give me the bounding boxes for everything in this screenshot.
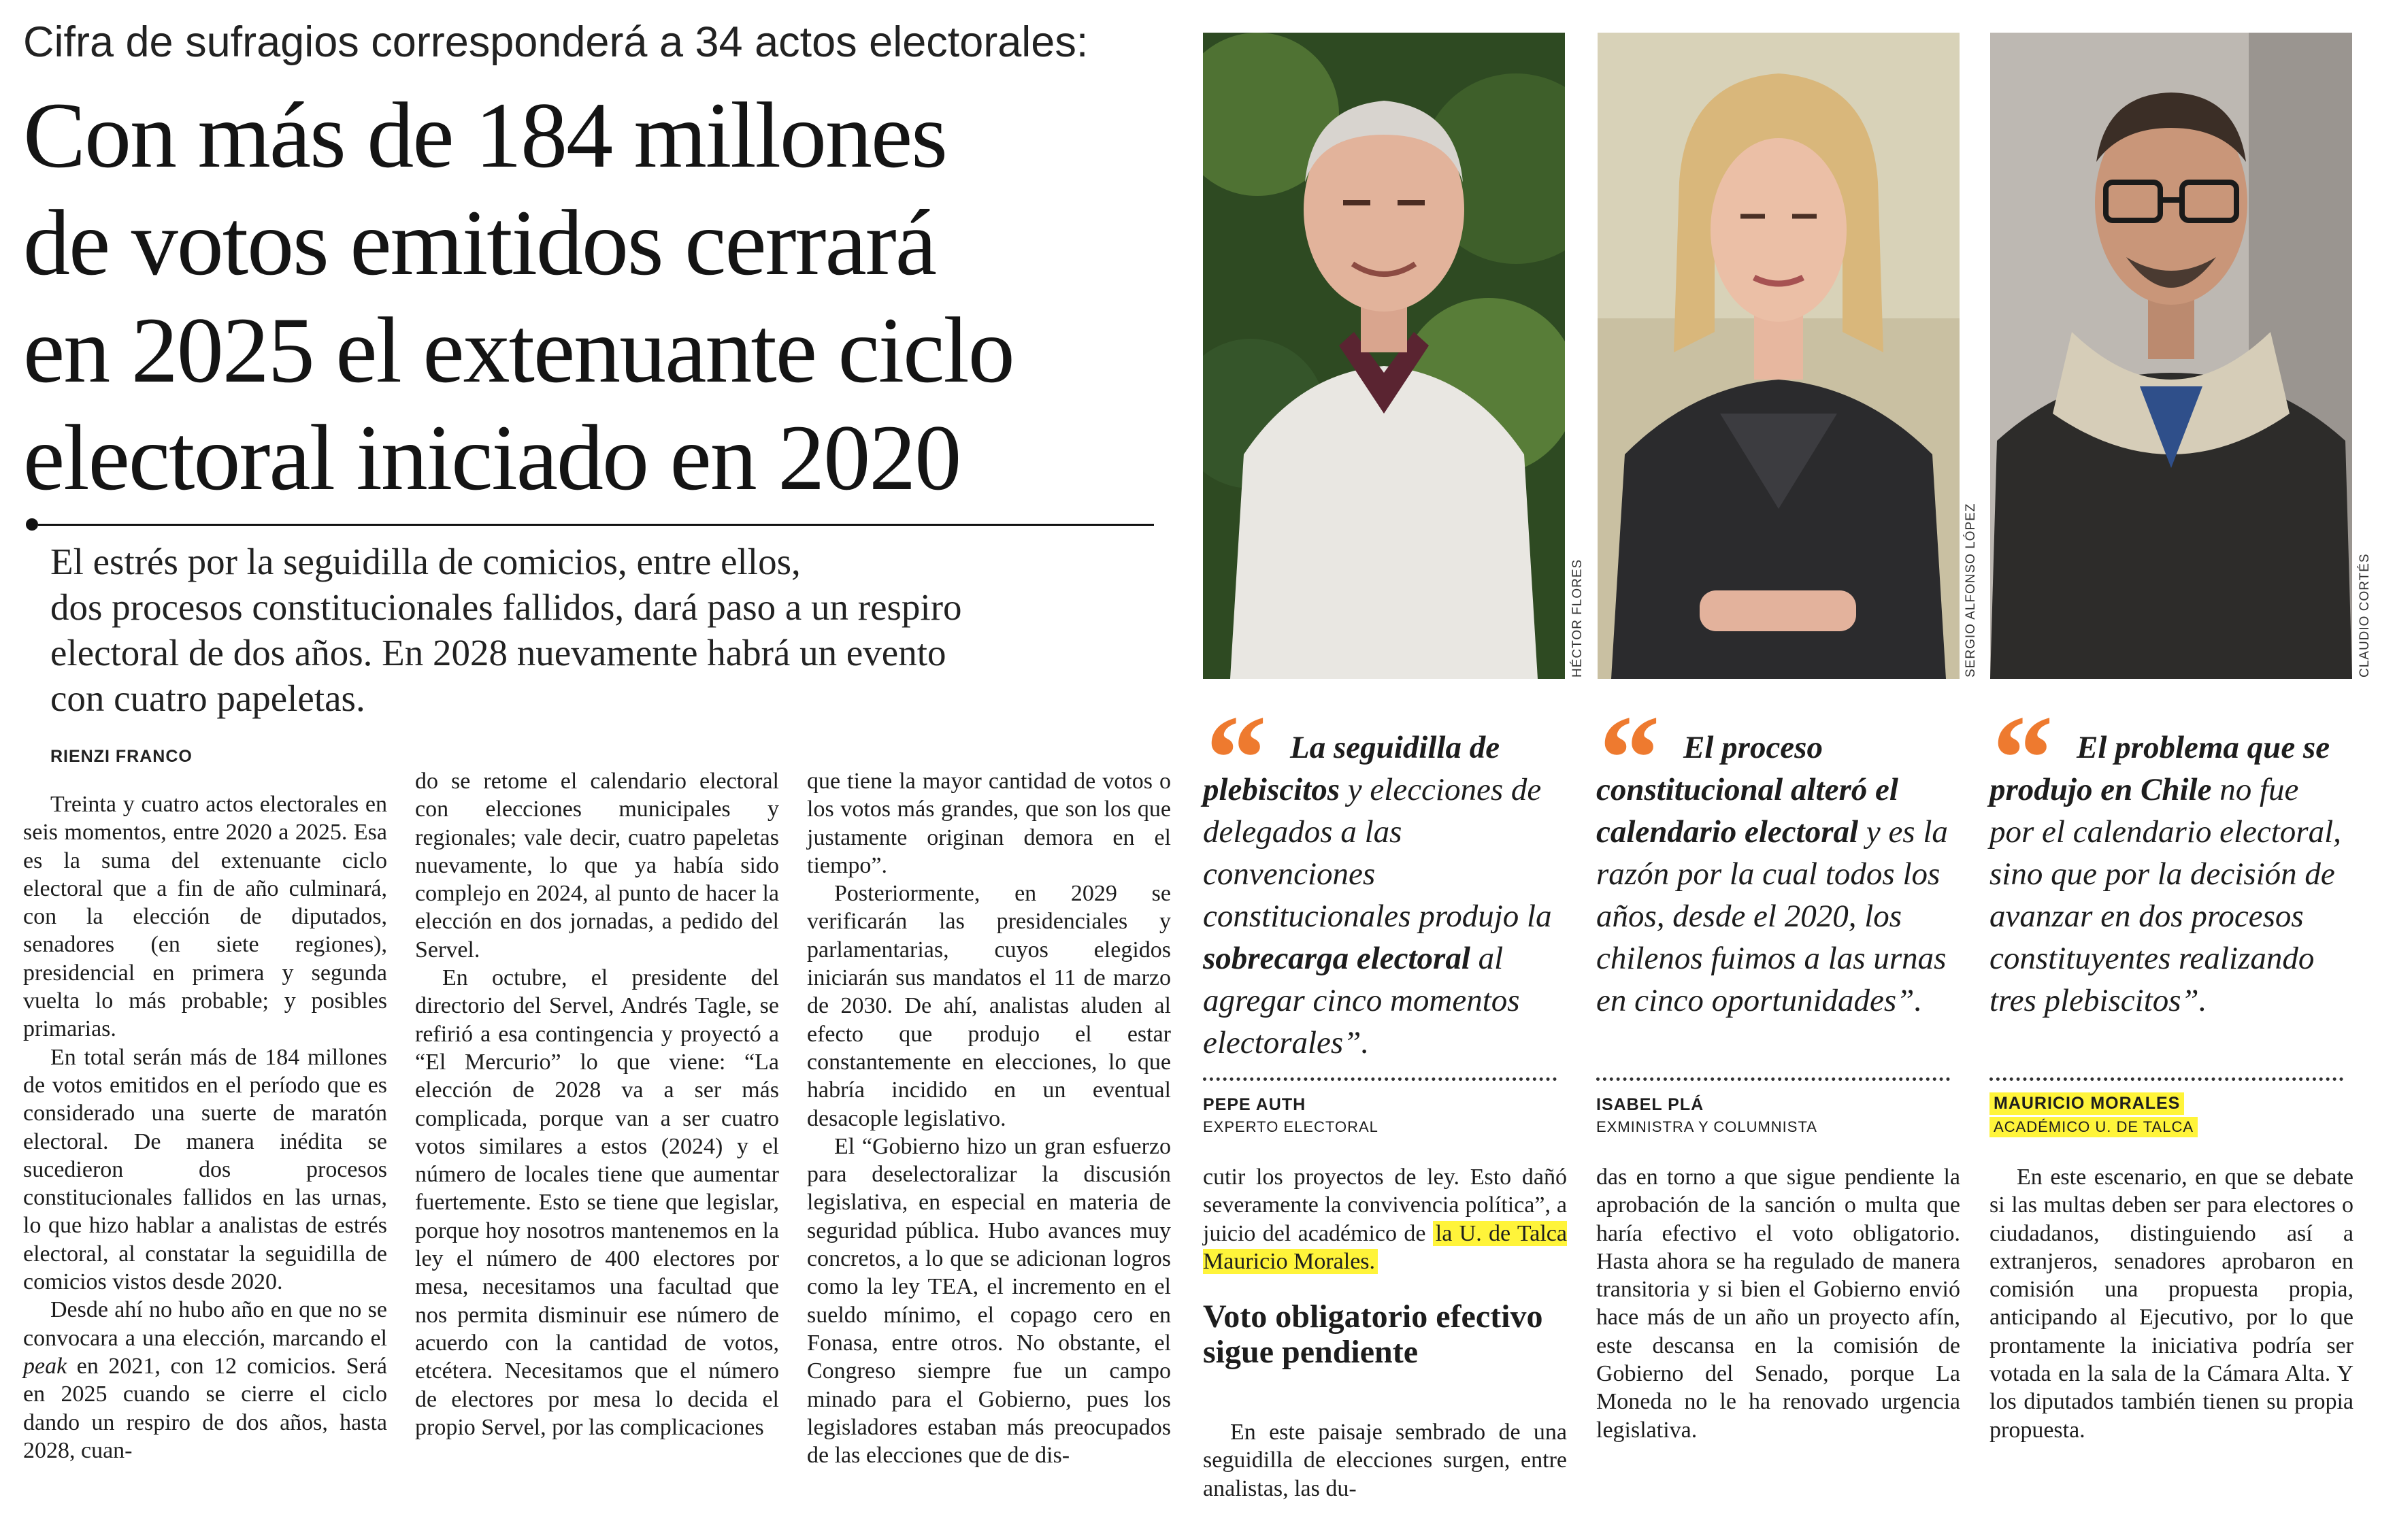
quote-text: y es la razón por la cual todos los años, desde el 2020, los chilenos fuimos a las urnas en cinco oportunidades”. — [1596, 814, 1948, 1018]
quote-bold: El problema que se produjo en Chile — [1989, 730, 2330, 807]
body-column-1 — [23, 790, 387, 1464]
text-run: en 2021, con 12 comicios. Será en 2025 cuando se cierre el ciclo dando un respiro de dos años, hasta 2028, cuan- — [23, 1353, 387, 1463]
deck-line: electoral de dos años. En 2028 nuevamente habrá un evento — [50, 632, 946, 673]
photo-credit: CLAUDIO CORTÉS — [2358, 553, 2372, 677]
source-role: EXMINISTRA Y COLUMNISTA — [1596, 1118, 1817, 1135]
body-column-4-continued — [1203, 1418, 1567, 1503]
dotted-divider — [1596, 1077, 1950, 1081]
body-column-6 — [1989, 1163, 2353, 1444]
portrait-illustration — [1598, 33, 1960, 679]
quote-text: no fue por el calendario electoral, sino que por la decisión de avanzar en dos procesos constituyentes realizando tres plebiscitos”. — [1989, 772, 2341, 1018]
photo-credit: HÉCTOR FLORES — [1570, 558, 1585, 677]
divider — [38, 524, 1154, 526]
body-column-2 — [415, 767, 779, 1441]
source-name: PEPE AUTH — [1203, 1095, 1306, 1114]
photo-credit: SERGIO ALFONSO LÓPEZ — [1964, 503, 1978, 677]
portrait-illustration — [1203, 33, 1565, 679]
photo-isabel-pla — [1598, 33, 1960, 679]
paragraph: do se retome el calendario electoral con elecciones municipales y regionales; vale decir, cuatro papeletas nuevamente, lo que ya había sido complejo en 2024, al punto de hacer la elección en dos jornadas, a pedido del Servel. — [415, 769, 779, 962]
paragraph — [1203, 1163, 1567, 1275]
pull-quote — [1989, 726, 2343, 1022]
quote-bold: El proceso constitucional alteró el calendario electoral — [1596, 730, 1898, 850]
quote-bold: sobrecarga electoral — [1203, 941, 1470, 976]
headline-line: Con más de 184 millones — [23, 83, 946, 187]
source-role: EXPERTO ELECTORAL — [1203, 1118, 1378, 1135]
quote-text: y elecciones de delegados a las convenciones constitucionales produjo la — [1203, 772, 1552, 934]
rule-dot — [26, 518, 38, 531]
paragraph: Posteriormente, en 2029 se verificarán las presidenciales y parlamentarias, cuyos elegidos iniciarán sus mandatos el 11 de marzo de 2030. De ahí, analistas aluden al efecto que produjo el estar constantemente en elecciones, lo que habría incidido en un eventual desacople legislativo. — [807, 881, 1171, 1131]
photo-mauricio-morales — [1990, 33, 2352, 679]
deck-line: dos procesos constitucionales fallidos, dará paso a un respiro — [50, 586, 962, 628]
quote-text: al agregar cinco momentos electorales”. — [1203, 941, 1520, 1060]
paragraph: En este paisaje sembrado de una seguidilla de elecciones surgen, entre analistas, las du- — [1203, 1420, 1567, 1501]
photo-pepe-auth — [1203, 33, 1565, 679]
quote-bold: La seguidilla de plebiscitos — [1203, 730, 1500, 807]
body-column-4 — [1203, 1163, 1567, 1275]
paragraph: que tiene la mayor cantidad de votos o los votos más grandes, que son los que justamente originan demora en el tiempo”. — [807, 769, 1171, 878]
headline-line: en 2025 el extenuante ciclo — [23, 298, 1014, 402]
portrait-illustration — [1990, 33, 2352, 679]
paragraph: das en torno a que sigue pendiente la aprobación de la sanción o multa que haría efectivo el voto obligatorio. Hasta ahora se ha regulado de manera transitoria y si bien el Gobierno envió hace más de un año un proyecto afín, este descansa en la comisión de Gobierno del Senado, porque La Moneda no le ha renovado urgencia legislativa. — [1596, 1165, 1960, 1443]
source-name-highlighted: MAURICIO MORALES — [1989, 1092, 2184, 1115]
text-run: Desde ahí no hubo año en que no se convocara a una elección, marcando el — [23, 1297, 387, 1351]
kicker: Cifra de sufragios corresponderá a 34 actos electorales: — [23, 18, 1089, 66]
source-role-highlighted: ACADÉMICO U. DE TALCA — [1989, 1117, 2198, 1137]
paragraph: En este escenario, en que se debate si las multas deben ser para electores o ciudadanos, distinguiendo así a extranjeros, senadores aprobaron en comisión una propuesta propia, anticipando al Ejecutivo, por lo que prontamente la iniciativa podría ser votada en la sala de la Cámara Alta. Y los diputados también tienen su propia propuesta. — [1989, 1165, 2353, 1443]
text-run: cutir los proyectos de ley. Esto dañó severamente la convivencia política”, a juicio del académico de — [1203, 1165, 1567, 1246]
paragraph: El “Gobierno hizo un gran esfuerzo para deselectoralizar la discusión legislativa, en especial en materia de seguridad pública. Hubo avances muy concretos, a lo que se adicionan logros como la ley TEA, el incremento en el sueldo mínimo, el copago cero en Fonasa, entre otros. No obstante, el Congreso siempre fue un campo minado para el Gobierno, pues los legisladores estaban más preocupados de las elecciones que de dis- — [807, 1133, 1171, 1469]
deck-line: El estrés por la seguidilla de comicios, entre ellos, — [50, 541, 801, 582]
byline: RIENZI FRANCO — [50, 747, 193, 766]
deck-line: con cuatro papeletas. — [50, 677, 365, 719]
headline-line: de votos emitidos cerrará — [23, 190, 936, 295]
paragraph — [23, 1296, 387, 1464]
paragraph: En octubre, el presidente del directorio del Servel, Andrés Tagle, se refirió a esa contingencia y proyectó a “El Mercurio” lo que viene: “La elección de 2028 va a ser más complicada, porque van a ser cuatro votos similares a estos (2024) y el número de locales tiene que aumentar fuertemente. Esto se tiene que legislar, porque hoy nosotros mantenemos en la ley el número de 400 electores por mesa, necesitamos una facultad que nos permita disminuir ese número de acuerdo con la cantidad de votos, etcétera. Necesitamos que el número de electores por mesa lo decida el propio Servel, por las complicaciones — [415, 965, 779, 1440]
paragraph: En total serán más de 184 millones de votos emitidos en el período que es considerado una suerte de maratón electoral. De manera inédita se sucedieron dos procesos constitucionales fallidos en las urnas, lo que hizo hablar a analistas de estrés electoral, al constatar la seguidilla de comicios vistos desde 2020. — [23, 1044, 387, 1295]
pull-quote — [1203, 726, 1557, 1064]
pull-quote — [1596, 726, 1950, 1022]
paragraph: Treinta y cuatro actos electorales en seis momentos, entre 2020 a 2025. Esa es la suma del extenuante ciclo electoral que a fin de año culminará, con la elección de diputados, senadores (en siete regiones), presidencial en primera y segunda vuelta lo más probable; y posibles primarias. — [23, 792, 387, 1042]
highlighted-text: la U. de Talca Mauricio Morales. — [1203, 1220, 1567, 1274]
dotted-divider — [1203, 1077, 1557, 1081]
subheading: Voto obligatorio efectivo sigue pendiente — [1203, 1299, 1543, 1370]
italic-word: peak — [23, 1353, 67, 1379]
headline — [23, 82, 1180, 512]
body-column-3 — [807, 767, 1171, 1469]
deck — [50, 539, 1180, 721]
dotted-divider — [1989, 1077, 2343, 1081]
source-name: ISABEL PLÁ — [1596, 1095, 1704, 1114]
body-column-5 — [1596, 1163, 1960, 1444]
headline-line: electoral iniciado en 2020 — [23, 405, 961, 509]
